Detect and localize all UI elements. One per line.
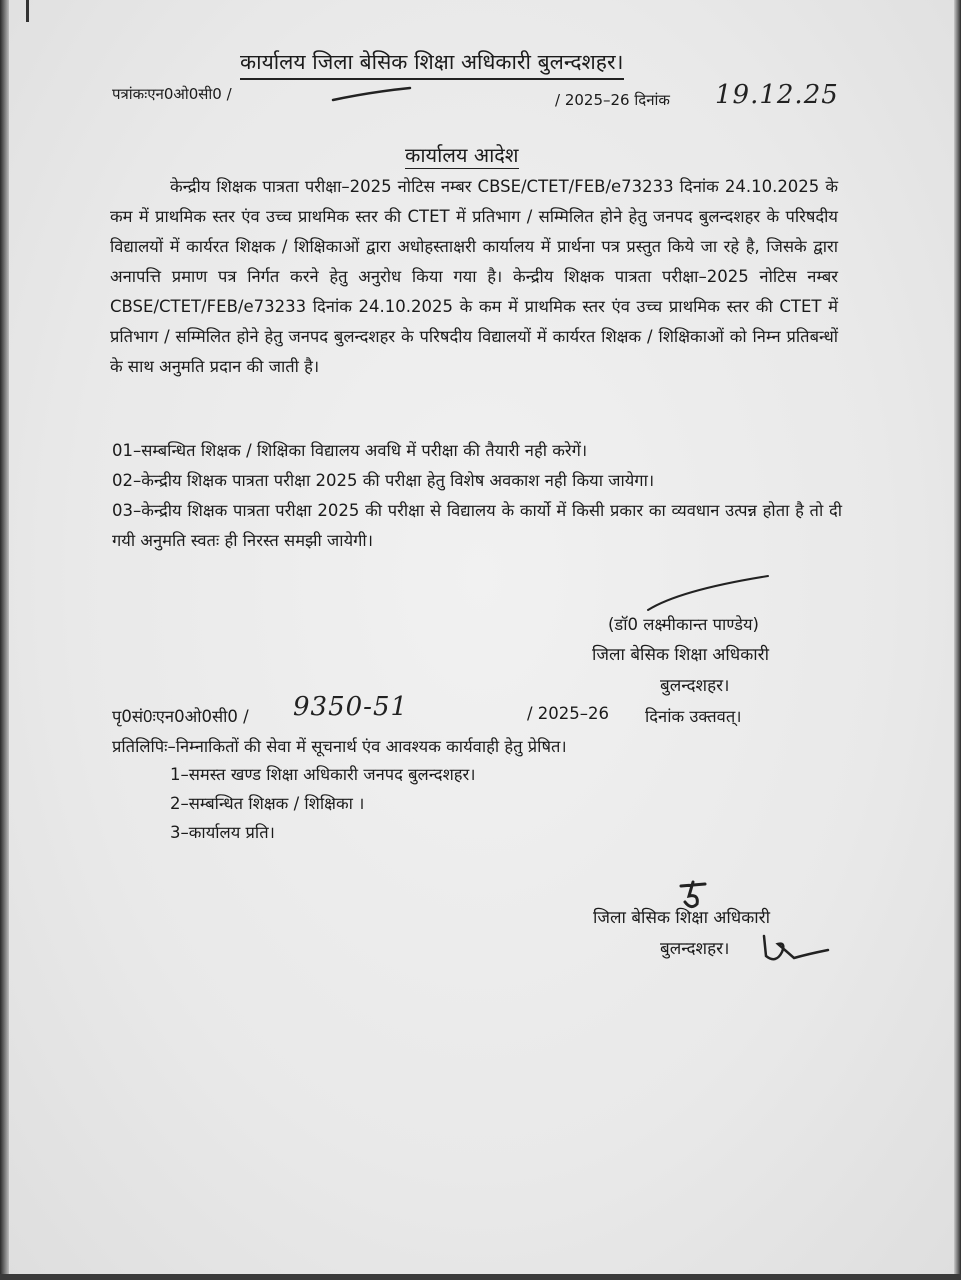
scan-edge-bottom <box>0 1274 961 1280</box>
office-title: कार्यालय जिला बेसिक शिक्षा अधिकारी बुलन्दशहर। <box>240 48 624 80</box>
staple-mark <box>26 0 29 22</box>
endorsement-date: दिनांक उक्तवत्। <box>645 707 742 726</box>
signature-scribble <box>640 572 775 617</box>
ref-year-date: / 2025–26 दिनांक <box>555 91 670 109</box>
handwritten-date: 19.12.25 <box>715 80 839 110</box>
signatory-name: (डॉ0 लक्ष्मीकान्त पाण्डेय) <box>608 615 759 634</box>
endorsement-year: / 2025–26 <box>527 704 610 723</box>
initial-signature-2 <box>758 930 833 970</box>
copy-item-1: 1–समस्त खण्ड शिक्षा अधिकारी जनपद बुलन्दशहर। <box>170 765 476 784</box>
order-body: केन्द्रीय शिक्षक पात्रता परीक्षा–2025 नोटिस नम्बर CBSE/CTET/FEB/e73233 दिनांक 24.10.2025 के कम में प्राथमिक स्तर एंव उच्च प्राथमिक स्तर की CTET में प्रतिभाग / सम्मिलित होने हेतु जनपद बुलन्दशहर के परिषदीय विद्यालयों में कार्यरत शिक्षक / शिक्षिकाओं द्वारा अधोहस्ताक्षरी कार्यालय में प्रार्थना पत्र प्रस्तुत किये जा रहे है, जिसके द्वारा अनापत्ति प्रमाण पत्र निर्गत करने हेतु अनुरोध किया गया है। केन्द्रीय शिक्षक पात्रता परीक्षा–2025 नोटिस नम्बर CBSE/CTET/FEB/e73233 दिनांक 24.10.2025 के कम में प्राथमिक स्तर एंव उच्च प्राथमिक स्तर की CTET में प्रतिभाग / सम्मिलित होने हेतु जनपद बुलन्दशहर के परिषदीय विद्यालयों में कार्यरत शिक्षक / शिक्षिकाओं को निम्न प्रतिबन्धों के साथ अनुमति प्रदान की जाती है। <box>110 177 838 376</box>
endorsement-ref: पृ0सं0ःएन0ओ0सी0 / <box>112 707 249 726</box>
ref-pen-stroke <box>330 84 415 106</box>
signatory-designation: जिला बेसिक शिक्षा अधिकारी <box>592 645 770 665</box>
signatory2-place: बुलन्दशहर। <box>660 939 730 959</box>
signatory-place: बुलन्दशहर। <box>660 676 730 696</box>
endorsement-number: 9350-51 <box>293 692 409 722</box>
scan-edge-left <box>0 0 9 1280</box>
ref-number: पत्रांकःएन0ओ0सी0 / <box>112 85 232 103</box>
signatory2-designation: जिला बेसिक शिक्षा अधिकारी <box>593 908 771 928</box>
copy-item-2: 2–सम्बन्धित शिक्षक / शिक्षिका । <box>170 794 365 813</box>
copy-item-3: 3–कार्यालय प्रति। <box>170 823 275 842</box>
condition-3: 03–केन्द्रीय शिक्षक पात्रता परीक्षा 2025 की परीक्षा से विद्यालय के कार्यो में किसी प्रकार का व्यवधान उत्पन्न होता है तो दी गयी अनुमति स्वतः ही निरस्त समझी जायेगी। <box>112 501 842 550</box>
order-title: कार्यालय आदेश <box>405 143 519 167</box>
scan-edge-right <box>954 0 961 1280</box>
copy-intro: प्रतिलिपिः–निम्नाकितों की सेवा में सूचनार्थ एंव आवश्यक कार्यवाही हेतु प्रेषित। <box>112 737 567 756</box>
condition-2: 02–केन्द्रीय शिक्षक पात्रता परीक्षा 2025 की परीक्षा हेतु विशेष अवकाश नही किया जायेगा। <box>112 471 655 490</box>
condition-1: 01–सम्बन्धित शिक्षक / शिक्षिका विद्यालय अवधि में परीक्षा की तैयारी नही करेगें। <box>112 441 588 460</box>
